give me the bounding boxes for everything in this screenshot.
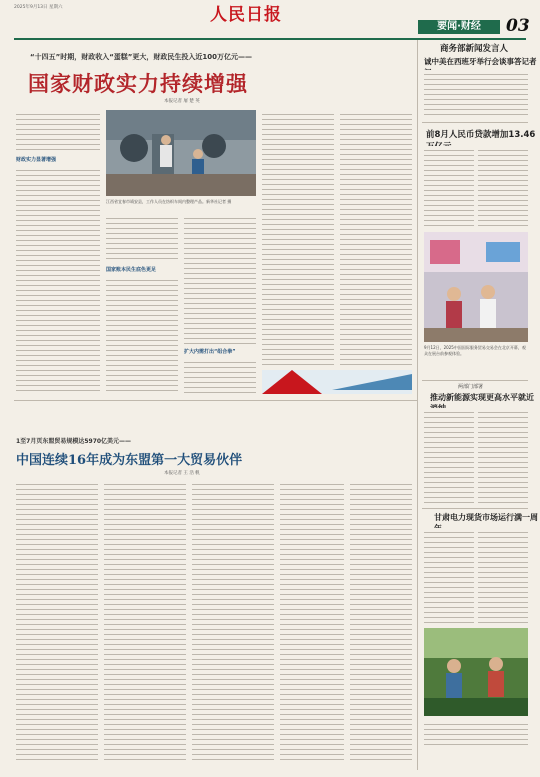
right-divider-1 bbox=[422, 122, 528, 123]
right-top-headline: 诚中美在西班牙举行会谈事答记者 bbox=[424, 57, 537, 66]
right-photo-caption: 9月12日，2025中国国际服务贸易交易会在北京开幕，观众在展台前参观体验。 bbox=[424, 345, 526, 356]
graphic-banner bbox=[262, 370, 412, 394]
lead-body-col2b bbox=[106, 276, 178, 394]
masthead-logo: 人民日报 bbox=[210, 5, 282, 25]
lead-photo bbox=[106, 110, 256, 196]
right-divider-2 bbox=[422, 380, 528, 381]
right-lower2-body-a bbox=[424, 528, 474, 624]
section-divider bbox=[14, 400, 418, 401]
lead-body-col3 bbox=[184, 214, 256, 344]
lead-body-col1b bbox=[16, 166, 100, 394]
right-lower-body-a bbox=[424, 408, 474, 504]
right-photo bbox=[424, 232, 528, 342]
lead-subhead-3: 扩大内需打出“组合拳” bbox=[184, 349, 236, 355]
bottom-headline-block bbox=[16, 436, 242, 468]
right-lower-kicker: 两部门部署 bbox=[458, 384, 484, 390]
right-lower-body-b bbox=[478, 408, 528, 504]
right-top-body bbox=[424, 70, 528, 118]
date-line: 2025年9月13日 星期六 bbox=[14, 5, 63, 10]
bottom-byline: 本报记者 王 浩 帆 bbox=[164, 471, 200, 476]
bottom-body-col1 bbox=[16, 480, 98, 760]
right-bottom-photo bbox=[424, 628, 528, 716]
lead-photo-caption: 江西省宜春市靖安县，工作人员在纺织车间内整理产品。新华社记者 摄 bbox=[106, 199, 232, 204]
bottom-kicker: 1至7月页东盟贸易规模达5970亿美元—— bbox=[16, 438, 132, 445]
bottom-body-col2 bbox=[104, 480, 186, 760]
right-mid-body-b bbox=[478, 146, 528, 226]
right-mid-body-a bbox=[424, 146, 474, 226]
right-bottom-caption-lines bbox=[424, 720, 528, 748]
lead-headline: 国家财政实力持续增强 bbox=[28, 71, 248, 96]
lead-body-col3b bbox=[184, 358, 256, 394]
bottom-body-col4 bbox=[280, 480, 344, 760]
bottom-body-col5 bbox=[350, 480, 412, 760]
right-lower-headline: 推动新能源实现更高水平就近 bbox=[430, 393, 534, 402]
column-divider bbox=[417, 40, 418, 770]
lead-subhead-2: 国家账本民生底色更足 bbox=[106, 267, 157, 273]
lead-byline: 本报记者 屠 楚 英 bbox=[164, 99, 200, 104]
header-rule bbox=[14, 38, 526, 40]
right-top-title: 商务部新闻发言人 bbox=[440, 44, 509, 54]
bottom-body-col3 bbox=[192, 480, 274, 760]
lead-kicker: “十四五”时期，财政收入“蛋糕”更大，财政民生投入近100万亿元—— bbox=[30, 53, 253, 61]
page-number: 03 bbox=[506, 16, 530, 36]
right-divider-3 bbox=[422, 508, 528, 509]
right-lower-headline-2: 甘肃电力现货市场运行满一周 bbox=[434, 513, 538, 522]
bottom-headline: 中国连续16年成为东盟第一大贸易伙伴 bbox=[16, 453, 243, 468]
right-mid-headline: 前8月人民币贷款增加13.46 bbox=[426, 130, 536, 140]
lead-subhead-1: 财政实力显著增强 bbox=[16, 157, 57, 163]
lead-body-col5 bbox=[340, 110, 412, 366]
lead-body-col2a bbox=[106, 214, 178, 262]
lead-body-col1a bbox=[16, 110, 100, 152]
lead-body-col4 bbox=[262, 110, 334, 366]
right-lower2-body-b bbox=[478, 528, 528, 624]
section-tag: 要闻·财经 bbox=[418, 20, 500, 34]
